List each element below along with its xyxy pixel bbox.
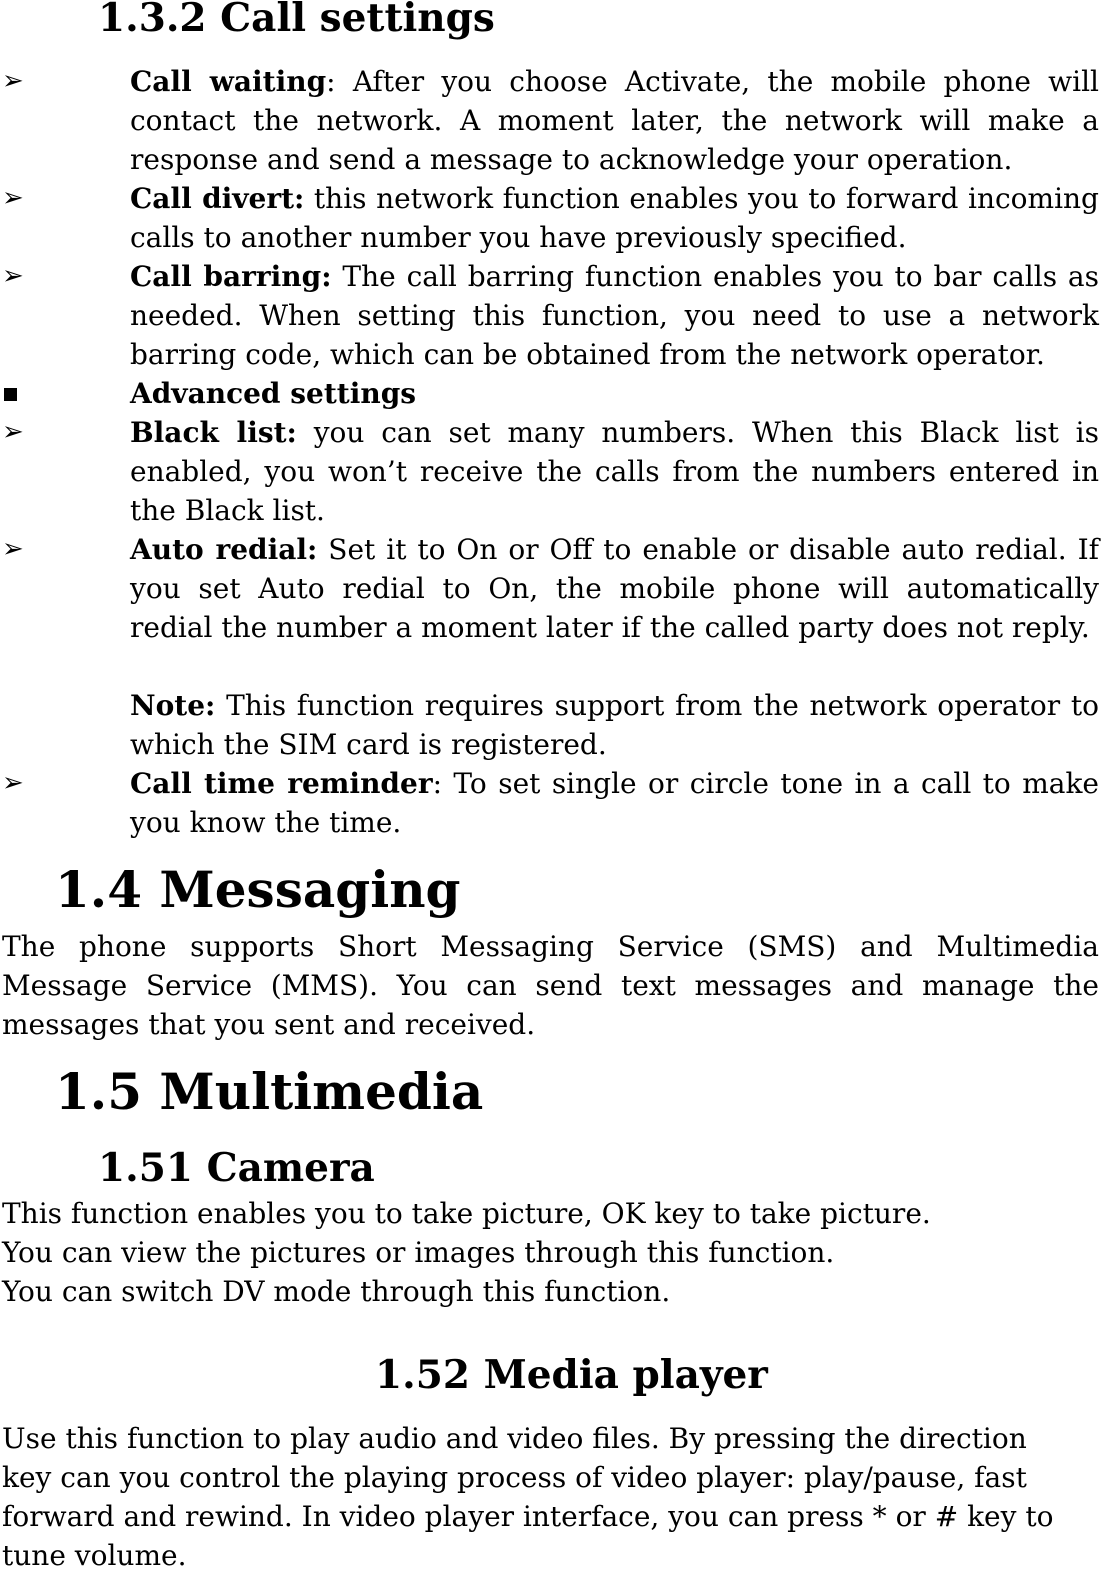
note-auto-redial bbox=[130, 686, 1099, 764]
item-label: Call divert: bbox=[130, 182, 305, 215]
item-text: Set it to On or Off to enable or disable auto redial. If you set Auto redial to On, the mobile phone will automatically redial the number a moment later if the called party does not reply. bbox=[130, 533, 1100, 645]
arrow-bullet-icon: ➢ bbox=[2, 417, 24, 447]
media-player-line: forward and rewind. In video player interface, you can press * or # key to bbox=[2, 1500, 1054, 1533]
item-sep: : bbox=[432, 767, 443, 800]
media-player-line: Use this function to play audio and video files. By pressing the direction bbox=[2, 1422, 1027, 1455]
item-sep: : bbox=[326, 65, 336, 98]
arrow-bullet-icon: ➢ bbox=[2, 768, 24, 798]
list-item-black-list bbox=[130, 413, 1099, 531]
media-player-line: key can you control the playing process of video player: play/pause, fast bbox=[2, 1461, 1027, 1494]
section-heading-multimedia: 1.5 Multimedia bbox=[55, 1062, 484, 1121]
note-text: This function requires support from the network operator to which the SIM card is registered. bbox=[130, 689, 1099, 762]
arrow-bullet-icon: ➢ bbox=[2, 66, 24, 96]
list-item-call-barring bbox=[130, 257, 1099, 375]
list-item-call-divert bbox=[130, 179, 1099, 257]
item-label: Call time reminder bbox=[130, 767, 433, 800]
item-label: Black list: bbox=[130, 416, 297, 449]
list-item-auto-redial bbox=[130, 530, 1099, 648]
camera-line: You can view the pictures or images through this function. bbox=[2, 1236, 835, 1269]
note-label: Note: bbox=[130, 689, 216, 722]
item-label: Call barring: bbox=[130, 260, 332, 293]
item-label: Call waiting bbox=[130, 65, 327, 98]
camera-line: You can switch DV mode through this function. bbox=[2, 1275, 671, 1308]
item-text: To set single or circle tone in a call to make you know the time. bbox=[130, 767, 1099, 840]
subheading-advanced-settings: Advanced settings bbox=[130, 377, 417, 410]
section-heading-call-settings: 1.3.2 Call settings bbox=[98, 0, 495, 41]
item-label: Auto redial: bbox=[130, 533, 318, 566]
item-text: this network function enables you to forward incoming calls to another number you have previously specified. bbox=[130, 182, 1099, 255]
camera-line: This function enables you to take picture, OK key to take picture. bbox=[2, 1197, 931, 1230]
messaging-paragraph: The phone supports Short Messaging Service (SMS) and Multimedia Message Service (MMS). You can send text messages and manage the messages that you sent and received. bbox=[2, 930, 1099, 1042]
arrow-bullet-icon: ➢ bbox=[2, 261, 24, 291]
subsection-heading-camera: 1.51 Camera bbox=[98, 1145, 375, 1191]
list-item-call-time-reminder bbox=[130, 764, 1099, 842]
section-heading-messaging: 1.4 Messaging bbox=[55, 860, 461, 919]
arrow-bullet-icon: ➢ bbox=[2, 534, 24, 564]
arrow-bullet-icon: ➢ bbox=[2, 183, 24, 213]
item-text: you can set many numbers. When this Black list is enabled, you won’t receive the calls from the numbers entered in the Black list. bbox=[130, 416, 1099, 528]
item-text: The call barring function enables you to bar calls as needed. When setting this function, you need to use a network barring code, which can be obtained from the network operator. bbox=[130, 260, 1099, 372]
subsection-heading-media-player: 1.52 Media player bbox=[375, 1352, 768, 1398]
list-item-call-waiting bbox=[130, 62, 1099, 180]
media-player-line: tune volume. bbox=[2, 1539, 187, 1572]
item-text: After you choose Activate, the mobile phone will contact the network. A moment later, the network will make a response and send a message to acknowledge your operation. bbox=[130, 65, 1100, 177]
square-bullet-icon bbox=[2, 374, 17, 413]
